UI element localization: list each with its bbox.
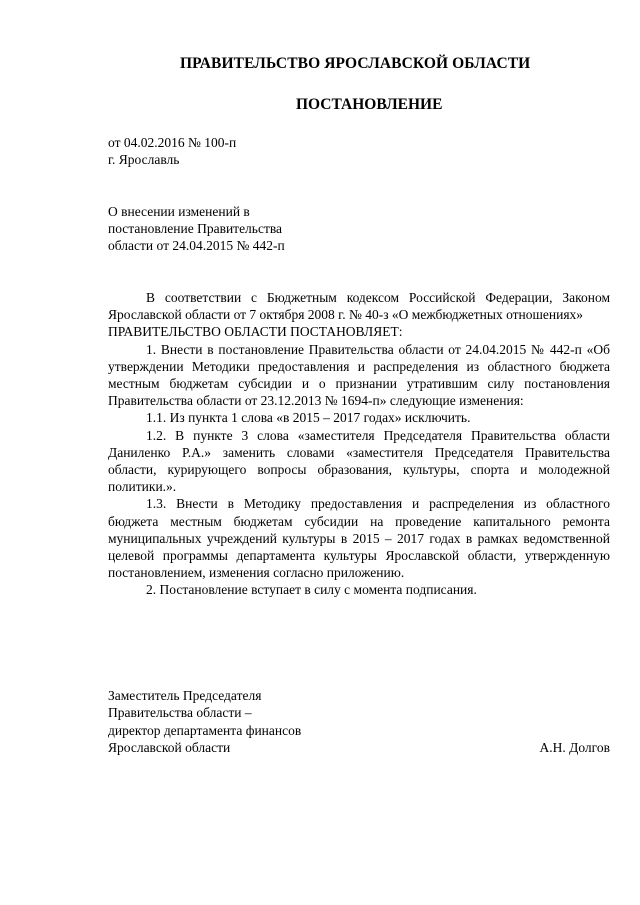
item-1-1: 1.1. Из пункта 1 слова «в 2015 – 2017 годах» исключить. xyxy=(146,410,471,426)
document-subject xyxy=(108,203,285,254)
signature-block xyxy=(108,687,610,756)
subject-line: О внесении изменений в xyxy=(108,204,250,219)
subject-line: области от 24.04.2015 № 442-п xyxy=(108,238,285,253)
item-2: 2. Постановление вступает в силу с момента подписания. xyxy=(146,582,477,598)
document-type-title: ПОСТАНОВЛЕНИЕ xyxy=(296,96,443,113)
item-1-3: 1.3. Внести в Методику предоставления и распределения из областного бюджета местным бюджетам субсидии на проведение капитального ремонта муниципальных учреждений культуры в 2015 – 2017 годах в рамках ведомственной целевой программы департамента культуры Ярославской области, утвержденную постановлением, изменения согласно приложению. xyxy=(108,496,610,581)
signer-position-line: Правительства области – xyxy=(108,705,252,721)
date-number: от 04.02.2016 № 100-п xyxy=(108,135,237,150)
signer-position-line: Ярославской области xyxy=(108,739,231,755)
item-1: 1. Внести в постановление Правительства области от 24.04.2015 № 442-п «Об утверждении Методики предоставления и распределения из областного бюджета местным бюджетам субсидии и о признании утратившим силу постановления Правительства области от 23.12.2013 № 1694-п» следующие изменения: xyxy=(108,341,610,409)
signature-row xyxy=(108,739,610,756)
signer-position-line: директор департамента финансов xyxy=(108,722,302,738)
resolves-heading: ПРАВИТЕЛЬСТВО ОБЛАСТИ ПОСТАНОВЛЯЕТ: xyxy=(108,324,403,340)
city: г. Ярославль xyxy=(108,152,180,167)
signer-name: А.Н. Долгов xyxy=(539,739,610,755)
preamble-paragraph: В соответствии с Бюджетным кодексом Российской Федерации, Законом Ярославской области от 7 октября 2008 г. № 40-з «О межбюджетных отношениях» xyxy=(108,290,610,323)
subject-line: постановление Правительства xyxy=(108,221,283,236)
signer-position-line: Заместитель Председателя xyxy=(108,688,262,703)
document-meta xyxy=(108,134,236,168)
document-body xyxy=(108,289,610,599)
government-title: ПРАВИТЕЛЬСТВО ЯРОСЛАВСКОЙ ОБЛАСТИ xyxy=(180,55,531,72)
item-1-2: 1.2. В пункте 3 слова «заместителя Председателя Правительства области Даниленко Р.А.» заменить словами «заместителя Председателя Правительства области, курирующего вопросы образования, культуры, спорта и молодежной политики.». xyxy=(108,427,610,495)
